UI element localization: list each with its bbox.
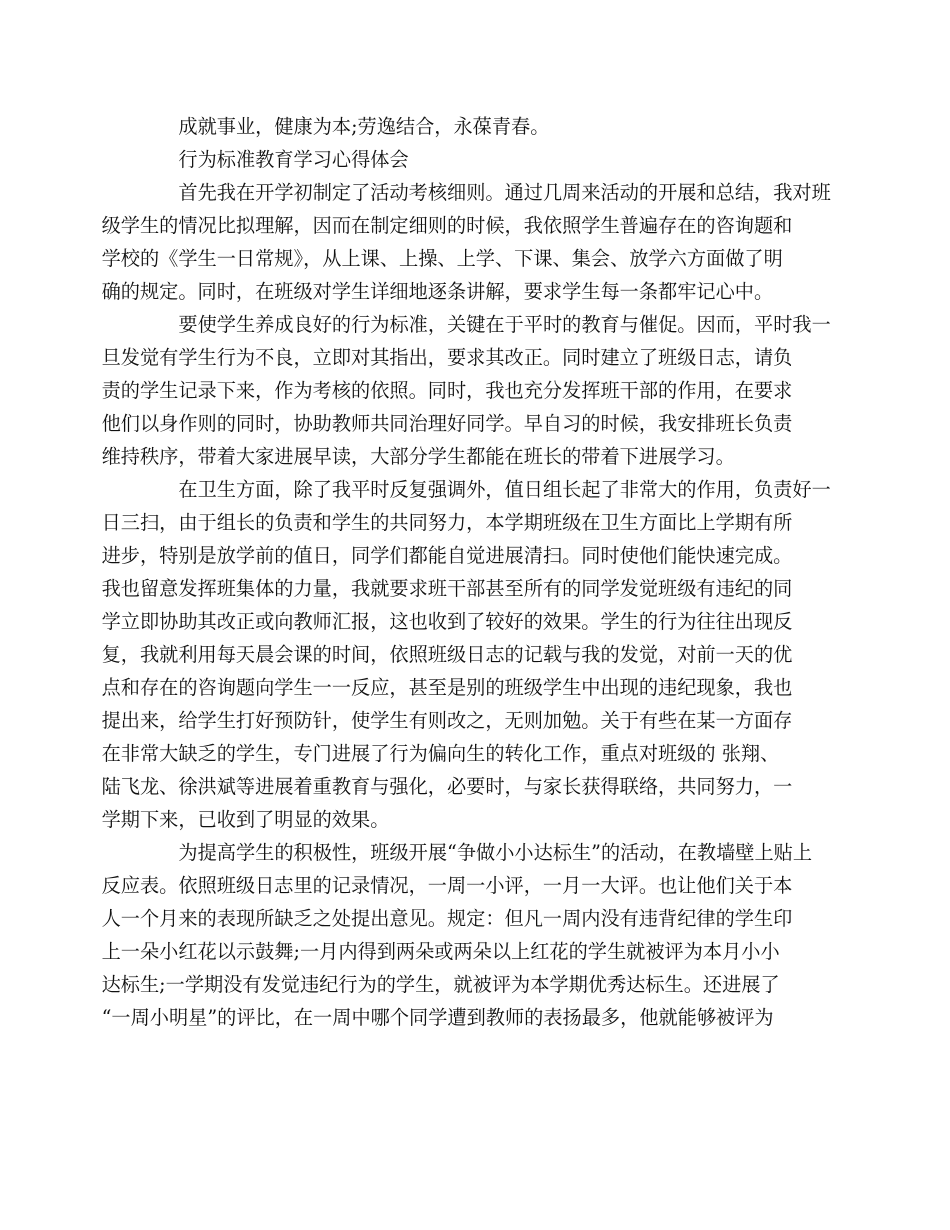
paragraph-1 [101, 176, 831, 308]
text-line: 在非常大缺乏的学生，专门进展了行为偏向生的转化工作，重点对班级的 张翔、 [101, 742, 780, 765]
text-line: 责的学生记录下来，作为考核的依照。同时，我也充分发挥班干部的作用，在要求 [101, 379, 793, 402]
paragraph-3 [101, 473, 831, 836]
text-line: 学校的《学生一日常规》，从上课、上操、上学、下课、集会、放学六方面做了明 [101, 247, 783, 270]
text-line: 提出来，给学生打好预防针，使学生有则改之，无则加勉。关于有些在某一方面存 [101, 709, 793, 732]
paragraph-4 [101, 836, 813, 1034]
text-line: 为提高学生的积极性，班级开展“争做小小达标生”的活动，在教墙壁上贴上 [178, 841, 813, 864]
text-line: 人一个月来的表现所缺乏之处提出意见。规定：但凡一周内没有违背纪律的学生印 [101, 907, 793, 930]
text-line: 学立即协助其改正或向教师汇报，这也收到了较好的效果。学生的行为往往出现反 [101, 610, 793, 633]
text-line: 维持秩序，带着大家进展早读，大部分学生都能在班长的带着下进展学习。 [101, 445, 735, 468]
text-line: 行为标准教育学习心得体会 [178, 148, 409, 171]
closing-line [140, 110, 812, 143]
section-title [140, 143, 812, 176]
text-line: 复，我就利用每天晨会课的时间，依照班级日志的记载与我的发觉，对前一天的优 [101, 643, 793, 666]
text-line: 我也留意发挥班集体的力量，我就要求班干部甚至所有的同学发觉班级有违纪的同 [101, 577, 793, 600]
text-line: 确的规定。同时，在班级对学生详细地逐条讲解，要求学生每一条都牢记心中。 [101, 280, 774, 303]
text-line: 成就事业，健康为本;劳逸结合，永葆青春。 [178, 115, 550, 138]
text-line: 日三扫，由于组长的负责和学生的共同努力，本学期班级在卫生方面比上学期有所 [101, 511, 793, 534]
text-line: 要使学生养成良好的行为标准，关键在于平时的教育与催促。因而，平时我一 [178, 313, 831, 336]
paragraph-2 [101, 308, 831, 473]
text-line: 在卫生方面，除了我平时反复强调外，值日组长起了非常大的作用，负责好一 [178, 478, 831, 501]
text-line: 旦发觉有学生行为不良，立即对其指出，要求其改正。同时建立了班级日志，请负 [101, 346, 793, 369]
text-line: 达标生;一学期没有发觉违纪行为的学生，就被评为本学期优秀达标生。还进展了 [101, 973, 780, 996]
text-line: 学期下来，已收到了明显的效果。 [101, 808, 390, 831]
text-line: 进步，特别是放学前的值日，同学们都能自觉进展清扫。同时使他们能快速完成。 [101, 544, 793, 567]
text-line: 上一朵小红花以示鼓舞;一月内得到两朵或两朵以上红花的学生就被评为本月小小 [101, 940, 780, 963]
text-line: 陆飞龙、徐洪斌等进展着重教育与强化，必要时，与家长获得联络，共同努力，一 [101, 775, 793, 798]
text-line: 点和存在的咨询题向学生一一反应，甚至是别的班级学生中出现的违纪现象，我也 [101, 676, 793, 699]
text-line: 他们以身作则的同时，协助教师共同治理好同学。早自习的时候，我安排班长负责 [101, 412, 793, 435]
text-line: 首先我在开学初制定了活动考核细则。通过几周来活动的开展和总结，我对班 [178, 181, 831, 204]
text-line: “一周小明星”的评比，在一周中哪个同学遭到教师的表扬最多，他就能够被评为 [101, 1006, 774, 1029]
document-body [101, 110, 831, 1034]
text-line: 反应表。依照班级日志里的记录情况，一周一小评，一月一大评。也让他们关于本 [101, 874, 793, 897]
text-line: 级学生的情况比拟理解，因而在制定细则的时候，我依照学生普遍存在的咨询题和 [101, 214, 793, 237]
